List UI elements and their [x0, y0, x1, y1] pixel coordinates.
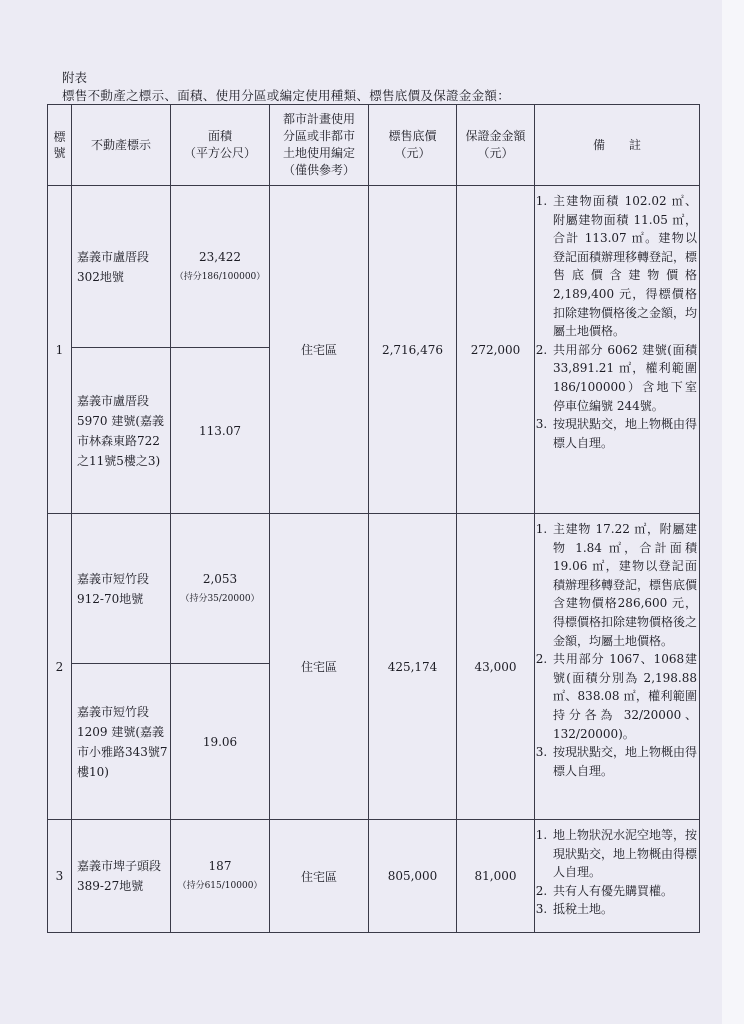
- remark-item: 2. 共用部分 6062 建號(面積 33,891.21 ㎡，權利範圍 186/100000）含地下室停車位編號 244號。: [551, 341, 697, 415]
- table-caption: 標售不動產之標示、面積、使用分區或編定使用種類、標售底價及保證金金額：: [62, 88, 511, 103]
- remarks: [535, 820, 700, 933]
- remark-item: 3. 按現狀點交，地上物概由得標人自理。: [551, 415, 697, 452]
- reserve-price: 2,716,476: [369, 186, 457, 514]
- header-remarks: 備 註: [535, 105, 700, 186]
- zoning: 住宅區: [270, 820, 369, 933]
- table-row: [48, 186, 700, 348]
- remarks: [535, 186, 700, 514]
- remark-item: 2. 共用部分 1067、1068建號(面積分別為 2,198.88 ㎡、838.08 ㎡，權利範圍持分各為 32/20000、132/20000)。: [551, 650, 697, 743]
- header-price: 標售底價 （元）: [369, 105, 457, 186]
- remarks: [535, 514, 700, 820]
- remark-item: 1. 地上物狀況水泥空地等，按現狀點交，地上物概由得標人自理。: [551, 826, 697, 882]
- building-area: 113.07: [171, 348, 270, 514]
- remark-item: 3. 按現狀點交，地上物概由得標人自理。: [551, 743, 697, 780]
- building-area: 19.06: [171, 664, 270, 820]
- lot-number: 2: [48, 514, 72, 820]
- header-area: 面積 （平方公尺）: [171, 105, 270, 186]
- property-table: [47, 104, 700, 933]
- header-zoning: 都市計畫使用 分區或非都市 土地使用編定 （僅供參考）: [270, 105, 369, 186]
- land-description: 嘉義市盧厝段302地號: [72, 186, 171, 348]
- remark-item: 2. 共有人有優先購買權。: [551, 882, 697, 901]
- deposit-amount: 43,000: [457, 514, 535, 820]
- zoning: 住宅區: [270, 186, 369, 514]
- land-description: 嘉義市埤子頭段389-27地號: [72, 820, 171, 933]
- land-area: 23,422 （持分186/100000）: [171, 186, 270, 348]
- remark-item: 1. 主建物面積 102.02 ㎡、附屬建物面積 11.05 ㎡，合計 113.07 ㎡。建物以登記面積辦理移轉登記，標售底價含建物價格 2,189,400 元，得標價格扣除建物價格後之金額，均屬土地價格。: [551, 192, 697, 341]
- scan-edge: [722, 0, 744, 1024]
- land-description: 嘉義市短竹段912-70地號: [72, 514, 171, 664]
- header-deposit: 保證金金額 （元）: [457, 105, 535, 186]
- zoning: 住宅區: [270, 514, 369, 820]
- deposit-amount: 272,000: [457, 186, 535, 514]
- lot-number: 1: [48, 186, 72, 514]
- header-no: 標號: [48, 105, 72, 186]
- remark-item: 3. 抵稅土地。: [551, 900, 697, 919]
- table-row: [48, 820, 700, 933]
- header-row: [48, 105, 700, 186]
- land-area: 187 （持分615/10000）: [171, 820, 270, 933]
- header-property: 不動產標示: [72, 105, 171, 186]
- appendix-label: 附表: [62, 70, 88, 85]
- land-area: 2,053 （持分35/20000）: [171, 514, 270, 664]
- lot-number: 3: [48, 820, 72, 933]
- table-row: [48, 514, 700, 664]
- reserve-price: 805,000: [369, 820, 457, 933]
- deposit-amount: 81,000: [457, 820, 535, 933]
- building-description: 嘉義市短竹段1209 建號(嘉義市小雅路343號7樓10): [72, 664, 171, 820]
- building-description: 嘉義市盧厝段5970 建號(嘉義市林森東路722之11號5樓之3): [72, 348, 171, 514]
- reserve-price: 425,174: [369, 514, 457, 820]
- remark-item: 1. 主建物 17.22 ㎡，附屬建物 1.84 ㎡，合計面積 19.06 ㎡，建物以登記面積辦理移轉登記，標售底價含建物價格286,600 元，得標價格扣除建物價格後之金額，均屬土地價格。: [551, 520, 697, 650]
